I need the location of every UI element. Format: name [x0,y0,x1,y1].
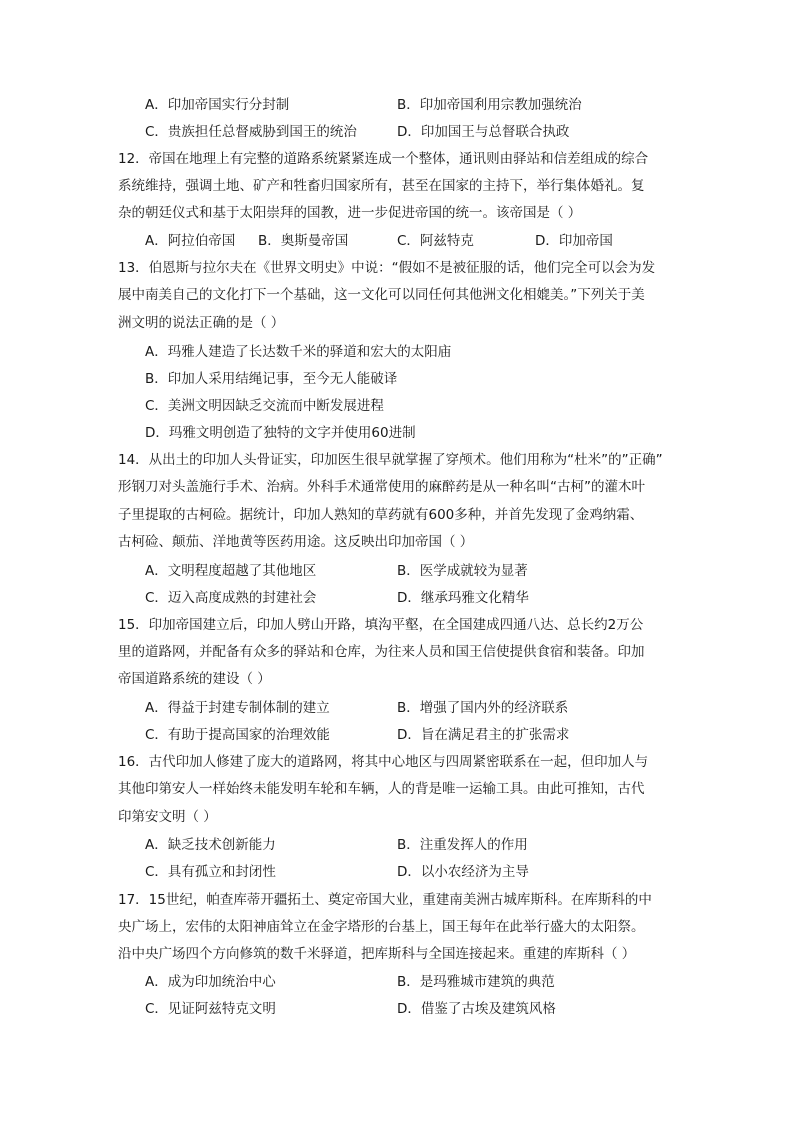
q13-stem-line-2: 展中南美自己的文化打下一个基础，这一文化可以同任何其他洲文化相媲美。”下列关于美 [118,287,645,303]
q12-stem-line-3: 杂的朝廷仪式和基于太阳崇拜的国教，进一步促进帝国的统一。该帝国是（ ） [118,205,582,221]
q15-option-b: B．增强了国内外的经济联系 [397,700,569,716]
q17-option-a: A．成为印加统治中心 [145,974,276,990]
q15-option-d: D．旨在满足君主的扩张需求 [397,727,570,743]
q16-stem-line-3: 印第安文明（ ） [118,809,217,825]
q13-option-a: A．玛雅人建造了长达数千米的驿道和宏大的太阳庙 [145,344,452,360]
q15-option-c: C．有助于提高国家的治理效能 [145,727,330,743]
q12-stem-line-1: 12．帝国在地理上有完整的道路系统紧紧连成一个整体，通讯则由驿站和信差组成的综合 [118,151,649,167]
q16-option-b: B．注重发挥人的作用 [397,837,528,853]
q12-stem-line-2: 系统维持，强调土地、矿产和牲畜归国家所有，甚至在国家的主持下，举行集体婚礼。复 [118,178,645,194]
q16-option-d: D．以小农经济为主导 [397,864,529,880]
q11-option-b: B．印加帝国利用宗教加强统治 [397,97,582,113]
q16-option-a: A．缺乏技术创新能力 [145,837,276,853]
q13-option-d: D．玛雅文明创造了独特的文字并使用60进制 [145,425,416,441]
q11-option-d: D．印加国王与总督联合执政 [397,124,570,140]
q12-option-c: C．阿兹特克 [397,233,474,249]
q14-option-b: B．医学成就较为显著 [397,563,528,579]
q17-stem-line-1: 17．15世纪，帕查库蒂开疆拓土、奠定帝国大业，重建南美洲古城库斯科。在库斯科的中 [118,892,652,908]
q15-stem-line-3: 帝国道路系统的建设（ ） [118,671,271,687]
q14-stem-line-3: 子里提取的古柯硷。据统计，印加人熟知的草药就有600多种，并首先发现了金鸡纳霜、 [118,507,644,523]
q13-option-b: B．印加人采用结绳记事，至今无人能破译 [145,371,398,387]
q15-stem-line-1: 15．印加帝国建立后，印加人劈山开路，填沟平壑，在全国建成四通八达、总长约2万公 [118,617,644,633]
q17-option-d: D．借鉴了古埃及建筑风格 [397,1001,556,1017]
q14-stem-line-1: 14．从出土的印加人头骨证实，印加医生很早就掌握了穿颅术。他们用称为“杜米”的”正确” [118,452,663,468]
q14-stem-line-2: 形钢刀对头盖施行手术、治病。外科手术通常使用的麻醉药是从一种名叫“古柯”的灌木叶 [118,479,645,495]
q12-option-b: B．奥斯曼帝国 [258,233,349,249]
q13-option-c: C．美洲文明因缺乏交流而中断发展进程 [145,398,384,414]
q16-stem-line-2: 其他印第安人一样始终未能发明车轮和车辆，人的背是唯一运输工具。由此可推知，古代 [118,781,645,797]
q17-stem-line-2: 央广场上，宏伟的太阳神庙耸立在金字塔形的台基上，国王每年在此举行盛大的太阳祭。 [118,919,645,935]
q14-stem-line-4: 古柯硷、颠茄、洋地黄等医药用途。这反映出印加帝国（ ） [118,534,474,550]
q17-stem-line-3: 沿中央广场四个方向修筑的数千米驿道，把库斯科与全国连接起来。重建的库斯科（ ） [118,946,636,962]
q14-option-c: C．迈入高度成熟的封建社会 [145,590,317,606]
q14-option-d: D．继承玛雅文化精华 [397,590,529,606]
q13-stem-line-1: 13．伯恩斯与拉尔夫在《世界文明史》中说：“假如不是被征服的话，他们完全可以会为发 [118,260,656,276]
q16-option-c: C．具有孤立和封闭性 [145,864,276,880]
q11-option-a: A．印加帝国实行分封制 [145,97,290,113]
q12-option-a: A．阿拉伯帝国 [145,233,236,249]
q14-option-a: A．文明程度超越了其他地区 [145,563,317,579]
q17-option-c: C．见证阿兹特克文明 [145,1001,276,1017]
q16-stem-line-1: 16．古代印加人修建了庞大的道路网，将其中心地区与四周紧密联系在一起，但印加人与 [118,754,649,770]
q17-option-b: B．是玛雅城市建筑的典范 [397,974,555,990]
q15-stem-line-2: 里的道路网，并配备有众多的驿站和仓库，为往来人员和国王信使提供食宿和装备。印加 [118,644,645,660]
q15-option-a: A．得益于封建专制体制的建立 [145,700,330,716]
q13-stem-line-3: 洲文明的说法正确的是（ ） [118,315,285,331]
q12-option-d: D．印加帝国 [535,233,613,249]
q11-option-c: C．贵族担任总督威胁到国王的统治 [145,124,357,140]
